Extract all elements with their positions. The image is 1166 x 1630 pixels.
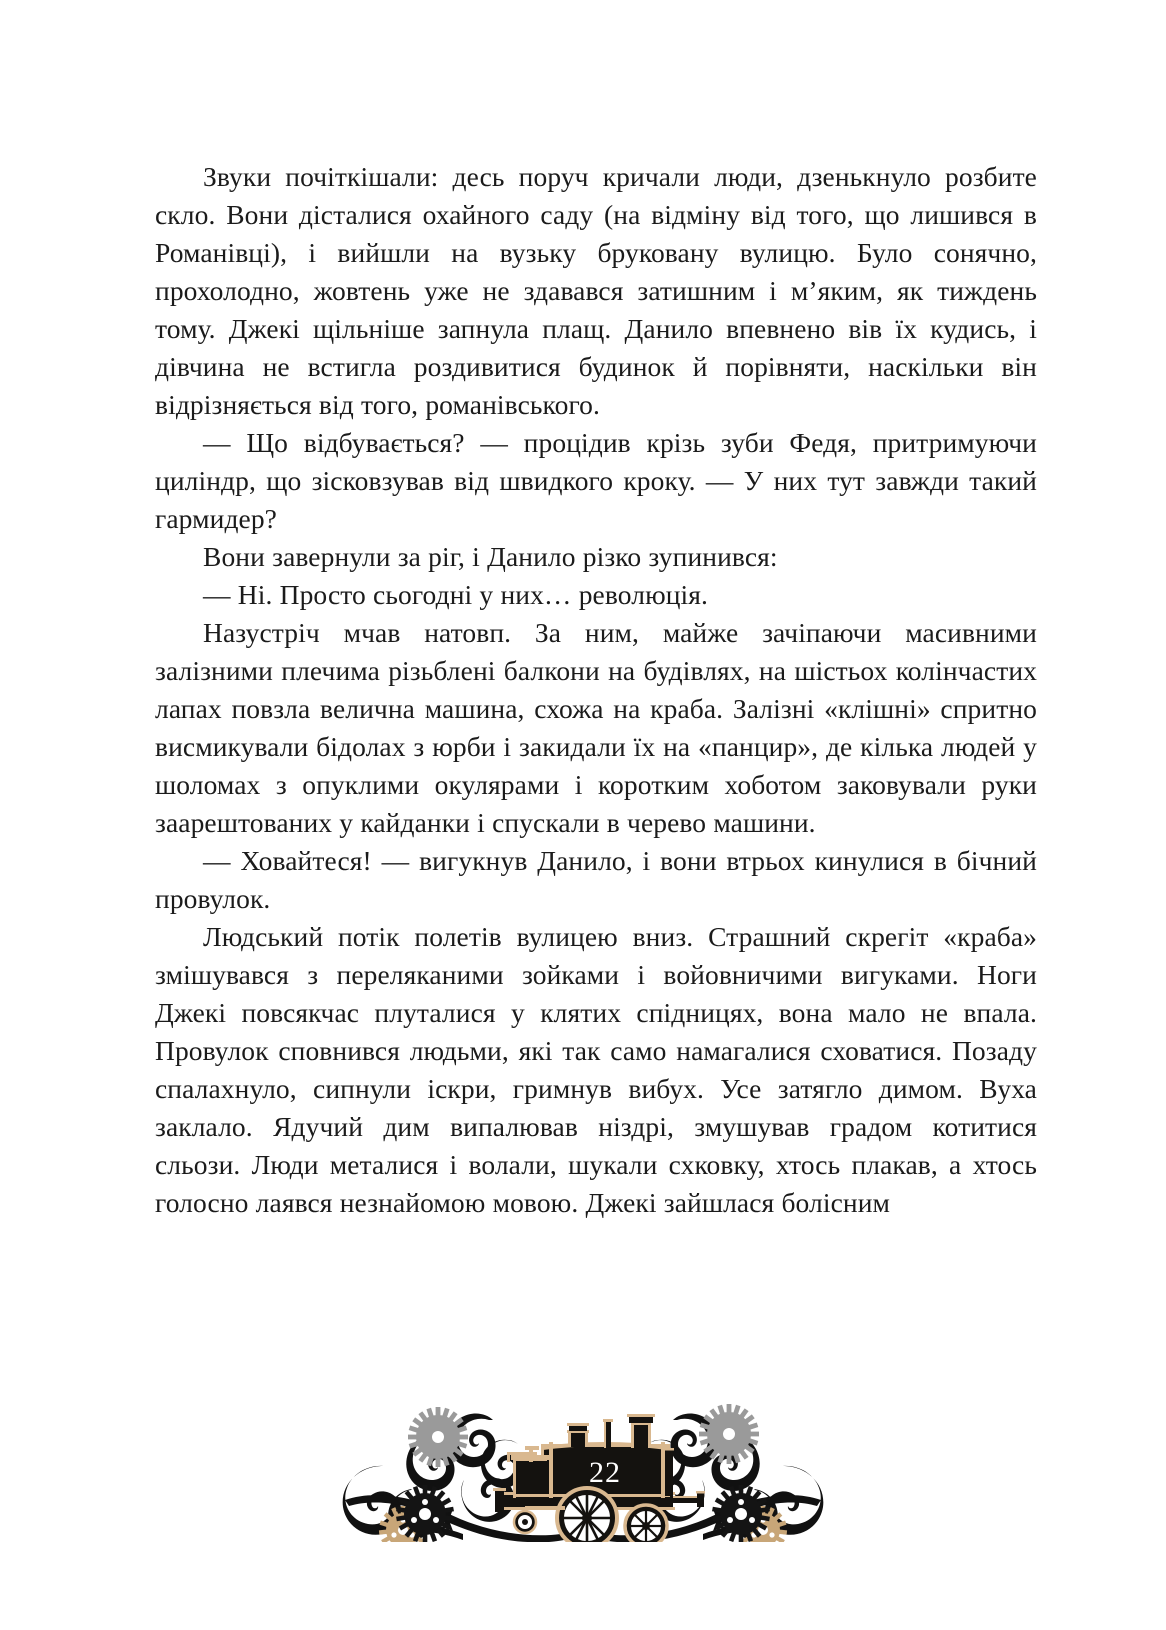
paragraph: Звуки почіткішали: десь поруч кричали люди, дзенькнуло розбите скло. Вони дісталися охайного саду (на відміну від того, що лишився в Романівці), і вийшли на вузьку бруковану вулицю. Було сонячно, прохолодно, жовтень уже не здавався затишним і м’яким, як тиждень тому. Джекі щільніше запнула плащ. Данило впевнено вів їх кудись, і дівчина не встигла роздивитися будинок й порівняти, наскільки він відрізняється від того, романівського. bbox=[155, 161, 1037, 420]
paragraph: — Ховайтеся! — вигукнув Данило, і вони втрьох кинулися в бічний провулок. bbox=[155, 845, 1037, 914]
paragraph: — Ні. Просто сьогодні у них… революція. bbox=[203, 579, 709, 610]
locomotive-ornament-icon bbox=[263, 1372, 903, 1542]
page-body-text bbox=[155, 158, 1037, 1222]
locomotive-small-wheel bbox=[625, 1505, 667, 1542]
paragraph: Назустріч мчав натовп. За ним, майже зачіпаючи масивними залізними плечима різьблені балкони на будівлях, на шістьох колінчастих лапах повзла велична машина, схожа на краба. Залізні «клішні» спритно висмикували бідолах з юрби і закидали їх на «панцир», де кілька людей у шоломах з опуклими окулярами і коротким хоботом заковували руки заарештованих у кайданки і спускали в черево машини. bbox=[155, 617, 1037, 838]
page-number: 22 bbox=[589, 1456, 621, 1489]
paragraph: Вони завернули за ріг, і Данило різко зупинився: bbox=[203, 541, 778, 572]
paragraph: — Що відбувається? — процідив крізь зуби Федя, притримуючи циліндр, що зісковзував від швидкого кроку. — У них тут завжди такий гармидер? bbox=[155, 427, 1037, 534]
paragraph: Людський потік полетів вулицею вниз. Страшний скрегіт «краба» змішувався з переляканими зойками і войовничими вигуками. Ноги Джекі повсякчас плуталися у клятих спідницях, вона мало не впала. Провулок сповнився людьми, які так само намагалися сховатися. Позаду спалахнуло, сипнули іскри, гримнув вибух. Усе затягло димом. Вуха заклало. Ядучий дим випалював ніздрі, змушував градом котитися сльози. Люди металися і волали, шукали схковку, хтось плакав, а хтось голосно лаявся незнайомою мовою. Джекі зайшлася болісним bbox=[155, 921, 1037, 1218]
footer-ornament bbox=[0, 1372, 1166, 1552]
locomotive-pilot-wheel bbox=[514, 1511, 536, 1533]
